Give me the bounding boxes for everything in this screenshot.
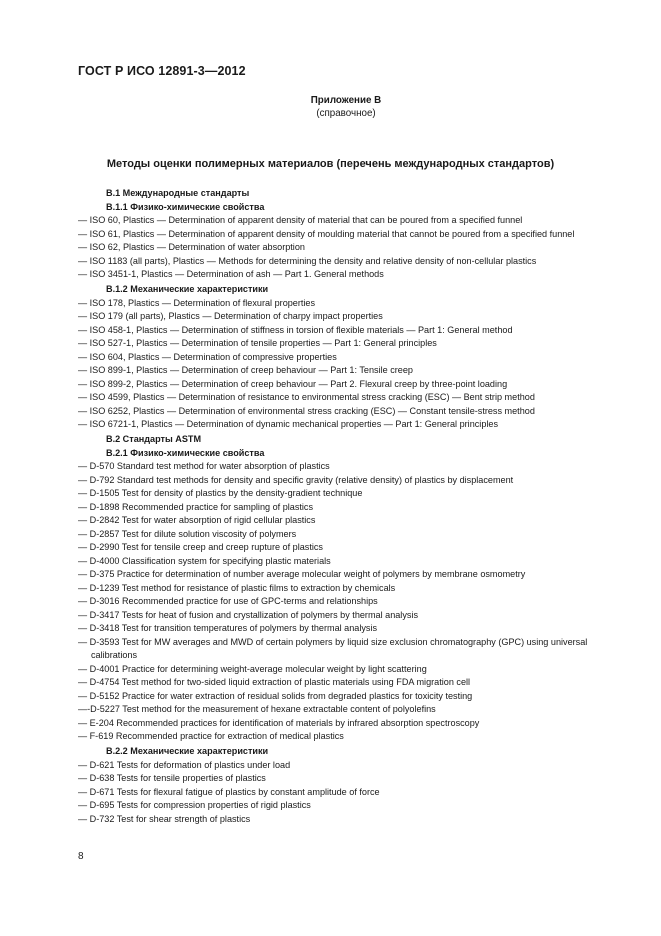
list-item: — ISO 62, Plastics — Determination of water absorption <box>78 242 305 252</box>
list-item: — ISO 4599, Plastics — Determination of resistance to environmental stress cracking (ESC) — Bent strip method <box>78 392 535 402</box>
list-item: — ISO 3451-1, Plastics — Determination of ash — Part 1. General methods <box>78 269 384 279</box>
list-item: — D-570 Standard test method for water absorption of plastics <box>78 461 330 471</box>
list-item: — D-2842 Test for water absorption of rigid cellular plastics <box>78 515 316 525</box>
appendix-label: Приложение В <box>310 95 382 106</box>
list-item: — D-671 Tests for flexural fatigue of plastics by constant amplitude of force <box>78 786 380 797</box>
list-item: — D-4754 Test method for two-sided liquid extraction of plastic materials using FDA migration cell <box>78 677 471 687</box>
section-heading: В.1 Международные стандарты <box>106 188 250 198</box>
list-item: — ISO 604, Plastics — Determination of compressive properties <box>78 351 337 362</box>
list-item: — D-732 Test for shear strength of plastics <box>78 813 251 824</box>
main-title: Методы оценки полимерных материалов (перечень международных стандартов) <box>106 158 555 170</box>
standard-title: ГОСТ Р ИСО 12891-3—2012 <box>78 64 246 78</box>
list-item: — ISO 179 (all parts), Plastics — Determination of charpy impact properties <box>78 311 383 321</box>
list-item: — ISO 458-1, Plastics — Determination of stiffness in torsion of flexible materials — Part 1: General method <box>78 324 513 335</box>
list-item: — D-2990 Test for tensile creep and creep rupture of plastics <box>78 542 323 552</box>
list-item: — D-4001 Practice for determining weight-average molecular weight by light scattering <box>78 663 427 674</box>
section-heading: В.2 Стандарты ASTM <box>106 434 202 444</box>
list-item: — D-621 Tests for deformation of plastics under load <box>78 759 291 770</box>
list-item: — F-619 Recommended practice for extraction of medical plastics <box>78 731 344 741</box>
appendix-type: (справочное) <box>316 108 376 119</box>
list-item: — D-3593 Test for MW averages and MWD of certain polymers by liquid size exclusion chromatography (GPC) using universal calibrations <box>78 636 588 660</box>
list-item: — ISO 899-2, Plastics — Determination of creep behaviour — Part 2. Flexural creep by three-point loading <box>78 378 508 389</box>
list-item: — ISO 60, Plastics — Determination of apparent density of material that can be poured from a specified funnel <box>78 215 523 225</box>
list-item: — ISO 527-1, Plastics — Determination of tensile properties — Part 1: General principles <box>78 338 437 348</box>
subsection-heading: В.2.2 Механические характеристики <box>106 746 269 756</box>
list-item: — ISO 178, Plastics — Determination of flexural properties <box>78 297 316 308</box>
list-item: — D-1505 Test for density of plastics by the density-gradient technique <box>78 488 363 498</box>
list-item: — D-1898 Recommended practice for sampling of plastics <box>78 501 314 512</box>
list-item: — ISO 61, Plastics — Determination of apparent density of moulding material that cannot be poured from a specified funnel <box>78 228 575 239</box>
list-item: — ISO 6721-1, Plastics — Determination of dynamic mechanical properties — Part 1: General principles <box>78 419 499 429</box>
list-item: — D-638 Tests for tensile properties of plastics <box>78 773 266 783</box>
page-number: 8 <box>78 851 84 862</box>
list-item: — D-375 Practice for determination of number average molecular weight of polymers by membrane osmometry <box>78 569 526 579</box>
list-item: — D-3016 Recommended practice for use of GPC-terms and relationships <box>78 596 378 606</box>
standards-list <box>78 187 610 826</box>
list-item: — D-695 Tests for compression properties of rigid plastics <box>78 800 311 810</box>
list-item: — ISO 6252, Plastics — Determination of environmental stress cracking (ESC) — Constant tensile-stress method <box>78 405 535 416</box>
list-item: — D-5152 Practice for water extraction of residual solids from degraded plastics for toxicity testing <box>78 690 473 701</box>
list-item: — D-1239 Test method for resistance of plastic films to extraction by chemicals <box>78 582 396 593</box>
list-item: — D-2857 Test for dilute solution viscosity of polymers <box>78 528 297 539</box>
list-item: — E-204 Recommended practices for identification of materials by infrared absorption spectroscopy <box>78 717 480 728</box>
subsection-heading: В.1.2 Механические характеристики <box>106 284 269 294</box>
list-item: — D-4000 Classification system for specifying plastic materials <box>78 555 331 566</box>
list-item: — D-3418 Test for transition temperatures of polymers by thermal analysis <box>78 623 378 633</box>
subsection-heading: В.2.1 Физико-химические свойства <box>106 447 265 458</box>
list-item: —-D-5227 Test method for the measurement of hexane extractable content of polyolefins <box>78 704 436 714</box>
list-item: — ISO 899-1, Plastics — Determination of creep behaviour — Part 1: Tensile creep <box>78 365 413 375</box>
list-item: — D-3417 Tests for heat of fusion and crystallization of polymers by thermal analysis <box>78 609 418 620</box>
list-item: — D-792 Standard test methods for density and specific gravity (relative density) of plastics by displacement <box>78 474 514 485</box>
subsection-heading: В.1.1 Физико-химические свойства <box>106 201 265 212</box>
list-item: — ISO 1183 (all parts), Plastics — Methods for determining the density and relative density of non-cellular plastics <box>78 255 537 266</box>
